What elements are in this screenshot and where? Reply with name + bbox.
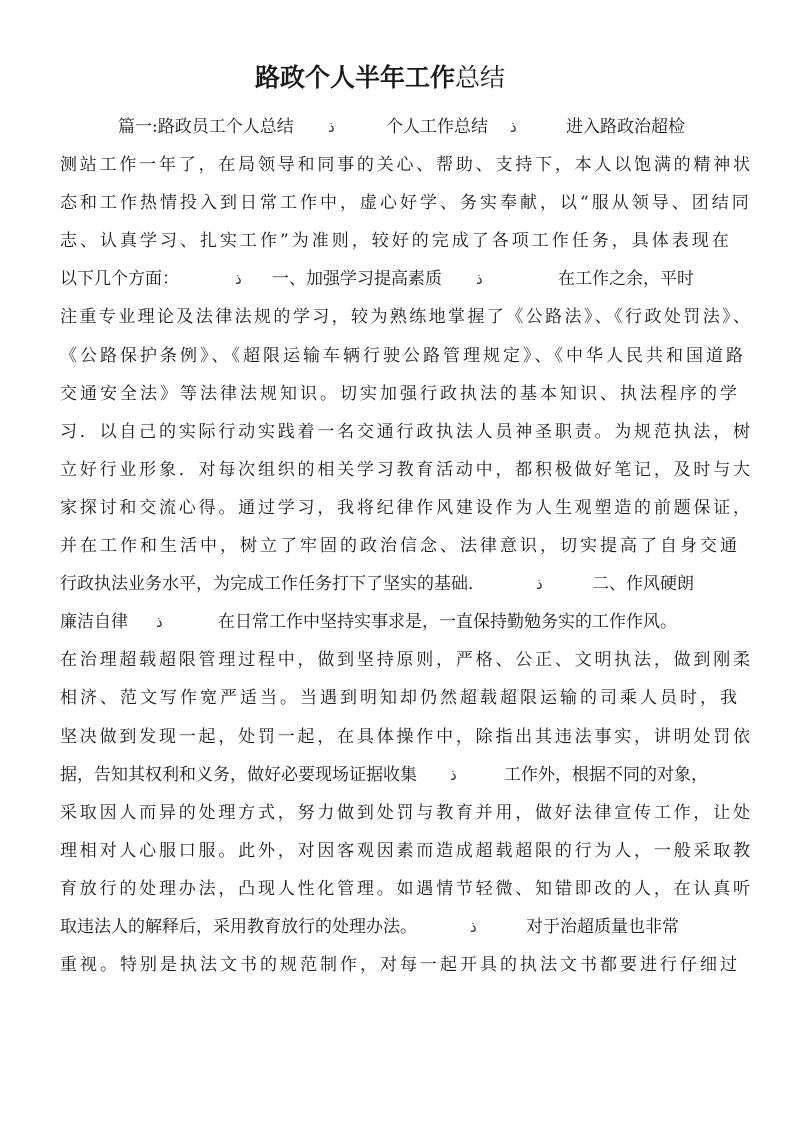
paragraph-line	[60, 337, 750, 375]
document-title	[0, 60, 760, 96]
paragraph-line	[60, 527, 750, 565]
line-text: 重视。特别是执法文书的规范制作，对每一起开具的执法文书都要进行仔细过	[60, 955, 740, 976]
paragraph-line	[60, 870, 753, 908]
line-text: 立好行业形象．对每次组织的相关学习教育活动中，都积极做好笔记，及时与大	[60, 459, 753, 480]
line-text: 注重专业理论及法律法规的学习，较为熟练地掌握了《公路法》、《行政处罚法》、	[60, 307, 753, 328]
paragraph-line	[60, 946, 750, 984]
paragraph-mark: ذ	[450, 765, 457, 784]
paragraph-mark: ذ	[470, 917, 477, 936]
paragraph-line	[60, 603, 750, 641]
paragraph-line	[60, 184, 750, 222]
title-main-text: 路政个人半年工作	[254, 63, 455, 92]
paragraph-line	[60, 794, 753, 832]
line-text: 采取因人而异的处理方式，努力做到处罚与教育并用，做好法律宣传工作，让处	[60, 802, 753, 823]
paragraph-mark: ذ	[235, 270, 242, 289]
line-text: 坚决做到发现一起，处罚一起，在具体操作中，除指出其违法事实，讲明处罚依	[60, 726, 753, 747]
line-text: 对于治超质量也非常	[526, 916, 679, 937]
line-text: 取违法人的解释后，采用教育放行的处理办法。	[60, 916, 417, 937]
title-suffix-text: 总结	[455, 63, 506, 92]
line-text: 在日常工作中坚持实事求是，一直保持勤勉务实的工作作风。	[218, 612, 677, 633]
paragraph-mark: ذ	[476, 270, 483, 289]
line-text: 篇一:路政员工个人总结	[118, 117, 294, 137]
paragraph-line	[60, 908, 750, 946]
paragraph-line	[60, 451, 753, 489]
line-text: 理相对人心服口服。此外，对因客观因素而造成超载超限的行为人，一般采取教	[60, 840, 753, 861]
line-text: 态和工作热情投入到日常工作中，虚心好学、务实奉献，以“服从领导、团结同	[60, 193, 752, 214]
line-text: 个人工作总结	[386, 117, 488, 137]
paragraph-line	[60, 756, 750, 794]
paragraph-line	[60, 375, 750, 413]
line-text: 以下几个方面：	[60, 269, 179, 290]
paragraph-line	[60, 679, 750, 717]
line-text: 并在工作和生活中，树立了牢固的政治信念、法律意识，切实提高了自身交通	[60, 536, 740, 557]
paragraph-line	[60, 298, 753, 336]
line-text: 育放行的处理办法，凸现人性化管理。如遇情节轻微、知错即改的人，在认真听	[60, 878, 753, 899]
paragraph-mark: ذ	[510, 118, 517, 136]
paragraph-line	[60, 413, 753, 451]
line-text: 一、加强学习提高素质	[272, 269, 442, 290]
paragraph-mark: ذ	[328, 118, 335, 136]
line-text: 家探讨和交流心得。通过学习，我将纪律作风建设作为人生观塑造的前题保证，	[60, 497, 753, 518]
document-body	[60, 108, 753, 984]
paragraph-line	[60, 260, 750, 298]
paragraph-line	[60, 489, 753, 527]
line-text: 相济、范文写作宽严适当。当遇到明知却仍然超载超限运输的司乘人员时，我	[60, 688, 740, 709]
line-text: 志、认真学习、扎实工作”为准则，较好的完成了各项工作任务，具体表现在	[60, 231, 732, 252]
line-text: 廉洁自律	[60, 612, 128, 633]
paragraph-line	[60, 641, 753, 679]
paragraph-line	[60, 108, 750, 146]
paragraph-line	[60, 832, 753, 870]
paragraph-mark: ذ	[156, 613, 163, 632]
line-text: 在治理超载超限管理过程中，做到坚持原则，严格、公正、文明执法，做到刚柔	[60, 650, 753, 671]
line-text: 据，告知其权利和义务，做好必要现场证据收集	[60, 764, 417, 785]
paragraph-line	[60, 565, 750, 603]
line-text: 在工作之余，平时	[558, 269, 694, 290]
line-text: 进入路政治超检	[566, 117, 685, 137]
line-text: 交通安全法》等法律法规知识。切实加强行政执法的基本知识、执法程序的学	[60, 383, 740, 404]
paragraph-line	[60, 146, 753, 184]
line-text: 《公路保护条例》、《超限运输车辆行驶公路管理规定》、《中华人民共和国道路	[60, 345, 746, 366]
line-text: 测站工作一年了，在局领导和同事的关心、帮助、支持下，本人以饱满的精神状	[60, 155, 753, 176]
paragraph-mark: ذ	[536, 575, 543, 594]
line-text: 习．以自己的实际行动实践着一名交通行政执法人员神圣职责。为规范执法，树	[60, 421, 753, 442]
paragraph-line	[60, 718, 753, 756]
paragraph-line	[60, 222, 750, 260]
line-text: 行政执法业务水平，为完成工作任务打下了坚实的基础．	[60, 574, 485, 595]
line-text: 二、作风硬朗	[592, 574, 694, 595]
line-text: 工作外，根据不同的对象，	[504, 764, 708, 785]
